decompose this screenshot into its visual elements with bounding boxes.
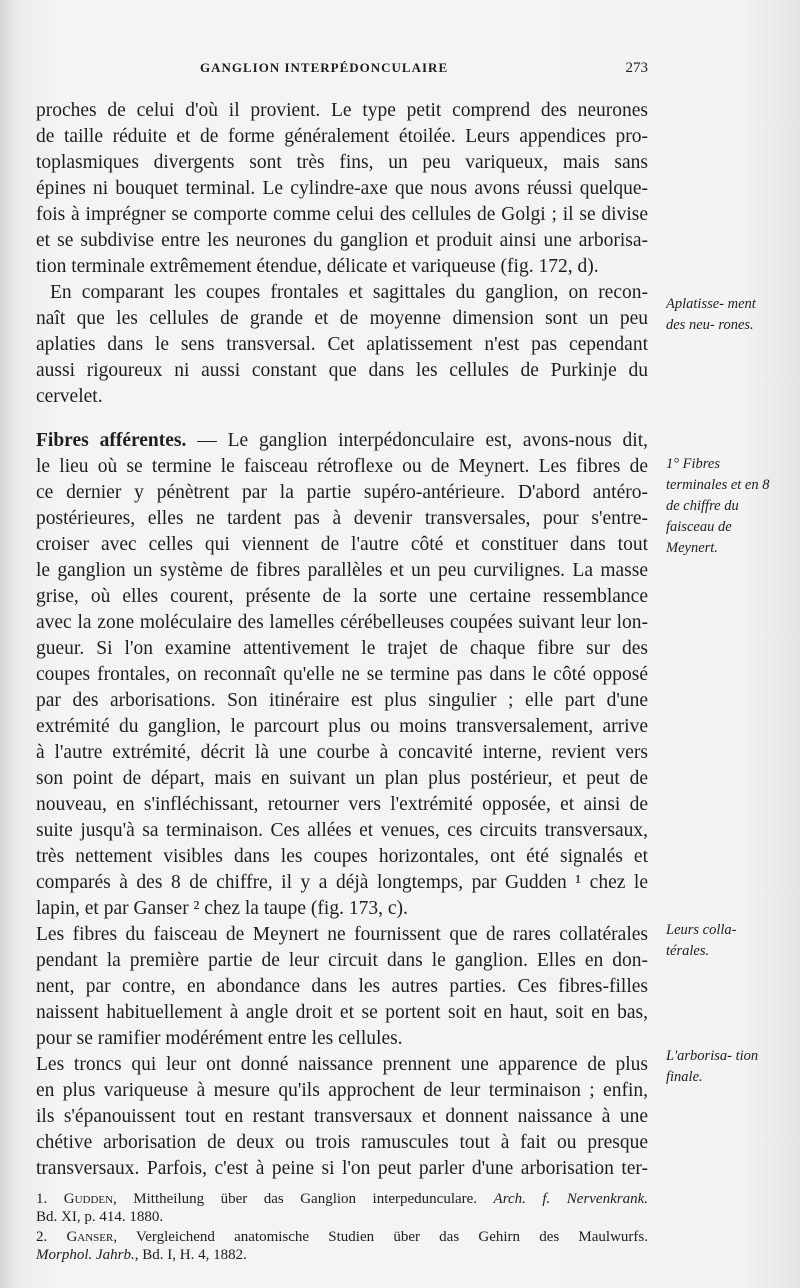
text-line: ils s'épanouissent tout en restant transversaux et donnent naissance à une — [36, 1106, 648, 1127]
text-line: extrémité du ganglion, le parcourt plus ou moins transversalement, arrive — [36, 716, 648, 737]
text-line: le ganglion un système de fibres parallèles et un peu curvilignes. La masse — [36, 560, 648, 581]
text-line: et se subdivise entre les neurones du ganglion et produit ainsi une arborisa- — [36, 230, 648, 251]
footnote-author: 1. Gudden, — [36, 1191, 117, 1207]
text-line: Les troncs qui leur ont donné naissance prennent une apparence de plus — [36, 1054, 648, 1075]
text-line: très nettement visibles dans les coupes horizontales, ont été signalés et — [36, 846, 648, 867]
text-line: toplasmiques divergents sont très fins, un peu variqueux, mais sans — [36, 152, 648, 173]
running-title: GANGLION INTERPÉDONCULAIRE — [200, 60, 449, 75]
text-line: avec la zone moléculaire des lamelles cérébelleuses coupées suivant leur lon- — [36, 612, 648, 633]
text-line: épines ni bouquet terminal. Le cylindre-axe que nous avons réussi quelque- — [36, 178, 648, 199]
text-line: à l'autre extrémité, décrit là une courbe à concavité interne, revient vers — [36, 742, 648, 763]
text-line: suite jusqu'à sa terminaison. Ces allées et venues, ces circuits transversaux, — [36, 820, 648, 841]
section-heading: Fibres afférentes. — [36, 430, 187, 451]
footnote-2-cont — [36, 1246, 648, 1265]
margin-note-fibres-terminales: 1° Fibres terminales et en 8 de chiffre du faisceau de Meynert. — [666, 456, 770, 556]
text-line: pour se ramifier modérément entre les cellules. — [36, 1028, 403, 1049]
text-line: gueur. Si l'on examine attentivement le trajet de chaque fibre sur des — [36, 638, 648, 659]
footnote-1 — [36, 1190, 648, 1209]
text-line: nent, par contre, en abondance dans les autres parties. Ces fibres-filles — [36, 976, 648, 997]
text-line: pendant la première partie de leur circuit dans le ganglion. Elles en don- — [36, 950, 648, 971]
text-line-heading — [36, 428, 648, 454]
text-line: cervelet. — [36, 386, 103, 407]
heading-line-text: — Le ganglion interpédonculaire est, avons-nous dit, — [186, 430, 648, 451]
footnote-author: 2. Ganser, — [36, 1229, 118, 1245]
text-line: proches de celui d'où il provient. Le type petit comprend des neurones — [36, 100, 648, 121]
text-line: fois à imprégner se comporte comme celui des cellules de Golgi ; il se divise — [36, 204, 648, 225]
text-line: naissent habituellement à angle droit et se portent soit en haut, soit en bas, — [36, 1002, 648, 1023]
footnote-1-cont: Bd. XI, p. 414. 1880. — [36, 1209, 164, 1225]
margin-note-arborisation: L'arborisa- tion finale. — [666, 1048, 759, 1085]
text-line: comparés à des 8 de chiffre, il y a déjà longtemps, par Gudden ¹ chez le — [36, 872, 648, 893]
text-line: lapin, et par Ganser ² chez la taupe (fig. 173, c). — [36, 898, 408, 919]
text-line: naît que les cellules de grande et de moyenne dimension sont un peu — [36, 308, 648, 329]
page-number: 273 — [625, 60, 648, 76]
footnote-details: , Bd. I, H. 4, 1882. — [134, 1247, 247, 1263]
footnote-title: Mittheilung über das Ganglion interpedunculare. — [116, 1191, 494, 1207]
text-line: par des arborisations. Son itinéraire est plus singulier ; elle part d'une — [36, 690, 648, 711]
footnote-title: Vergleichend anatomische Studien über das Gehirn des Maulwurfs. — [117, 1229, 648, 1245]
text-line: ce dernier y pénètrent par la partie supéro-antérieure. D'abord antéro- — [36, 482, 648, 503]
text-line: de taille réduite et de forme généralement étoilée. Leurs appendices pro- — [36, 126, 648, 147]
footnote-journal: Arch. f. Nervenkrank. — [493, 1191, 648, 1207]
margin-note-aplatissement: Aplatisse- ment des neu- rones. — [666, 296, 756, 333]
text-line: transversaux. Parfois, c'est à peine si l'on peut parler d'une arborisation ter- — [36, 1158, 648, 1179]
text-line: grise, où elles courent, présente de la sorte une certaine ressemblance — [36, 586, 648, 607]
text-line: chétive arborisation de deux ou trois ramuscules tout à fait ou presque — [36, 1132, 648, 1153]
text-line: nouveau, en s'infléchissant, retourner vers l'extrémité opposée, et ainsi de — [36, 794, 648, 815]
text-line: en plus variqueuse à mesure qu'ils approchent de leur terminaison ; enfin, — [36, 1080, 648, 1101]
footnote-journal: Morphol. Jahrb. — [36, 1247, 135, 1263]
text-line: coupes frontales, on reconnaît qu'elle ne se termine pas dans le côté opposé — [36, 664, 648, 685]
text-line: tion terminale extrêmement étendue, délicate et variqueuse (fig. 172, d). — [36, 256, 599, 277]
text-line: son point de départ, mais en suivant un plan plus postérieur, et peut de — [36, 768, 648, 789]
text-line: croiser avec celles qui viennent de l'autre côté et constituer dans tout — [36, 534, 648, 555]
text-line: le lieu où se termine le faisceau rétroflexe ou de Meynert. Les fibres de — [36, 456, 648, 477]
text-line: Les fibres du faisceau de Meynert ne fournissent que de rares collatérales — [36, 924, 648, 945]
margin-note-collaterales: Leurs colla- térales. — [666, 922, 737, 959]
text-line: aussi rigoureux ni aussi constant que dans les cellules de Purkinje du — [36, 360, 648, 381]
text-line: En comparant les coupes frontales et sagittales du ganglion, on recon- — [50, 282, 648, 303]
text-line: postérieures, elles ne tardent pas à devenir transversales, pour s'entre- — [36, 508, 648, 529]
footnote-2 — [36, 1228, 648, 1247]
text-line: aplaties dans le sens transversal. Cet aplatissement n'est pas cependant — [36, 334, 648, 355]
